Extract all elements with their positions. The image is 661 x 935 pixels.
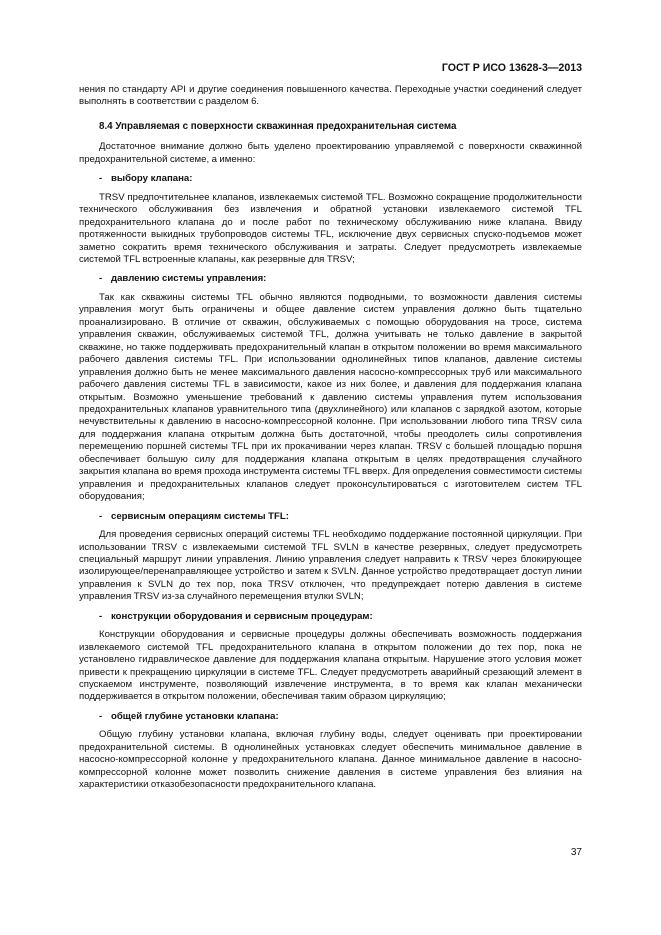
list-item-paragraph: TRSV предпочтительнее клапанов, извлекаемых системой TFL. Возможно сокращение продолжительности технического обслуживания без извлечения и обратной установки извлекаемого системой TFL предохранительного клапана до и после работ по техническому обслуживанию ниже клапана. Ввиду протяженности выкидных трубопроводов системы TFL, исключение двух сервисных спуско-подъемов может заметно сократить время технического обслуживания и затраты. Следует предусмотреть извлекаемые системой TFL встроенные клапаны, как резервные для TRSV; <box>79 191 582 265</box>
list-dash: - <box>99 710 103 722</box>
list-dash: - <box>99 510 103 522</box>
section-intro-paragraph: Достаточное внимание должно быть уделено проектированию управляемой с поверхности скважинной предохранительной системе, а именно: <box>79 141 582 165</box>
list-item-paragraph: Так как скважины системы TFL обычно являются подводными, то возможности давления системы управления могут быть ограничены и общее давление систем управления должно быть тщательно проанализировано. В отличие от скважин, обслуживаемых с помощью оборудования на тросе, система управления скважин, обслуживаемых системой TFL, должна учитывать не только давление в закрытой скважине, но также поддерживать предохранительный клапан в открытом положении во время максимального рабочего давления системы TFL. При использовании однолинейных типов клапанов, давление системы управления должно быть не менее максимального давления насосно-компрессорных труб или максимального рабочего давления системы TFL в зависимости, какое из них более, и давления для поддержания клапана открытым. Возможно уменьшение требований к давлению системы управления путем использования предохранительных клапанов уравнительного типа (двухлинейного) или клапанов с зарядкой азотом, которые нечувствительны к давлению в насосно-компрессорной колонне. При использовании любого типа TRSV сила для поддержания клапана открытым должна быть достаточной, чтобы преодолеть силы сопротивления перемещению поршней системы TFL при их прокачивании через клапан. TRSV с большей площадью поршня обеспечивает большую силу для поддержания клапана открытым в целях предотвращения случайного закрытия клапана во время прохода инструмента системы TFL вверх. Для определения совместимости системы управления и предохранительных клапанов следует проконсультироваться с изготовителем систем TFL оборудования; <box>79 291 582 503</box>
list-item-heading <box>99 273 582 285</box>
page-number: 37 <box>570 847 582 858</box>
list-item-title: общей глубине установки клапана: <box>111 710 279 722</box>
intro-paragraph: нения по стандарту API и другие соединения повышенного качества. Переходные участки соединений следует выполнять в соответствии с разделом 6. <box>79 84 582 108</box>
list-item-paragraph: Общую глубину установки клапана, включая глубину воды, следует оценивать при проектировании предохранительной системы. В однолинейных установках следует обеспечить минимальное давление в насосно-компрессорной колонне у предохранительного клапана. Данное минимальное давление в насосно-компрессорной колонне может позволить снижение давления в системе управления без влияния на характеристики отказобезопасности предохранительного клапана. <box>79 729 582 791</box>
list-item-paragraph: Конструкции оборудования и сервисные процедуры должны обеспечивать возможность поддержания извлекаемого системой TFL предохранительного клапана в открытом положении до тех пор, пока не установлено гидравлическое давление для поддержания клапана открытым. Нарушение этого условия может привести к прекращению циркуляции в системе TFL. Следует предусмотреть аварийный срезающий элемент в спускаемом инструменте, позволяющий извлечение инструмента, в то время как клапан механически поддерживается в открытом положении, обеспечивая таким образом циркуляцию; <box>79 629 582 703</box>
list-item-heading <box>99 611 582 623</box>
list-dash: - <box>99 273 103 285</box>
list-item-heading <box>99 511 582 523</box>
list-item-title: сервисным операциям системы TFL: <box>111 510 289 522</box>
list-item-heading <box>99 173 582 185</box>
list-item-title: давлению системы управления: <box>111 273 267 285</box>
list-dash: - <box>99 610 103 622</box>
section-heading: 8.4 Управляемая с поверхности скважинная предохранительная система <box>99 120 457 132</box>
list-item-title: выбору клапана: <box>111 173 193 185</box>
list-dash: - <box>99 173 103 185</box>
list-item-title: конструкции оборудования и сервисным процедурам: <box>111 610 373 622</box>
list-item-paragraph: Для проведения сервисных операций системы TFL необходимо поддержание постоянной циркуляции. При использовании TRSV с извлекаемыми системой TFL SVLN в качестве резервных, следует предусмотреть специальный маршрут линии управления. Линию управления следует направить к TRSV через блокирующее изолирующее/перенаправляющее устройство и затем к SVLN. Данное устройство предотвращает доступ линии управления к SVLN до тех пор, пока TRSV отключен, что предупреждает потерю давления в системе управления TRSV из-за случайного перемещения втулки SVLN; <box>79 529 582 603</box>
page-content <box>79 84 582 792</box>
list-item-heading <box>99 711 582 723</box>
document-id-header: ГОСТ Р ИСО 13628-3—2013 <box>441 62 582 74</box>
